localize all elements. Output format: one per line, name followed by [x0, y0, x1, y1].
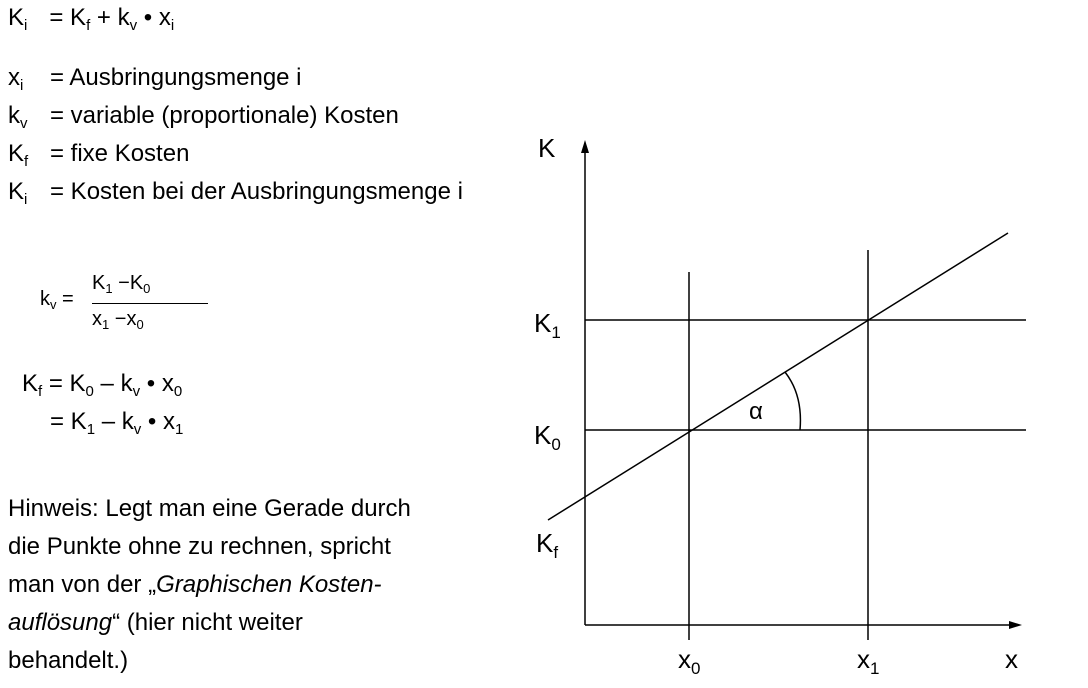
- k0-label: $K_0$: [534, 420, 561, 454]
- hint-line: Hinweis: Legt man eine Gerade durch: [8, 495, 411, 522]
- definition-symbol: $K_f$: [8, 140, 29, 170]
- definition-text: = variable (proportionale) Kosten: [50, 102, 399, 129]
- hint-line: behandelt.): [8, 647, 129, 674]
- k1-label: $K_1$: [534, 308, 561, 342]
- cost-function-line: [548, 233, 1008, 520]
- definition-symbol: $k_v$: [8, 102, 28, 132]
- definition-symbol: $x_i$: [8, 64, 24, 94]
- kv-formula-numerator: $K_1 -K_0$: [92, 272, 151, 296]
- kv-formula-lhs: $k_v$ =: [40, 288, 74, 312]
- hint-line: man von der „Graphischen Kosten-: [8, 571, 382, 598]
- y-axis-label: K: [538, 133, 556, 163]
- kf-formula-line-1: $K_f = K_0 - k_v$ • $x_0$: [22, 370, 183, 400]
- definition-symbol: $K_i$: [8, 178, 28, 208]
- definition-text: = Ausbringungsmenge i: [50, 64, 302, 91]
- kv-formula-denominator: $x_1 -x_0$: [92, 308, 144, 332]
- angle-arc: [785, 372, 800, 430]
- definition-text: = Kosten bei der Ausbringungsmenge i: [50, 178, 463, 205]
- y-axis-arrowhead: [581, 140, 589, 153]
- kf-formula-line-2: = $K_1 - k_v$ • $x_1$: [50, 408, 184, 438]
- hint-line: auflösung“ (hier nicht weiter: [8, 609, 303, 636]
- kf-label: $K_f$: [536, 528, 559, 562]
- main-cost-formula: $K_i = K_f + k_v$ • $x_i$: [8, 4, 175, 34]
- x-axis-label: x: [1005, 644, 1018, 674]
- x0-label: $x_0$: [678, 644, 701, 678]
- x-axis-arrowhead: [1009, 621, 1022, 629]
- x1-label: $x_1$: [857, 644, 880, 678]
- angle-alpha-label: α: [749, 398, 763, 425]
- definition-text: = fixe Kosten: [50, 140, 190, 167]
- hint-line: die Punkte ohne zu rechnen, spricht: [8, 533, 391, 560]
